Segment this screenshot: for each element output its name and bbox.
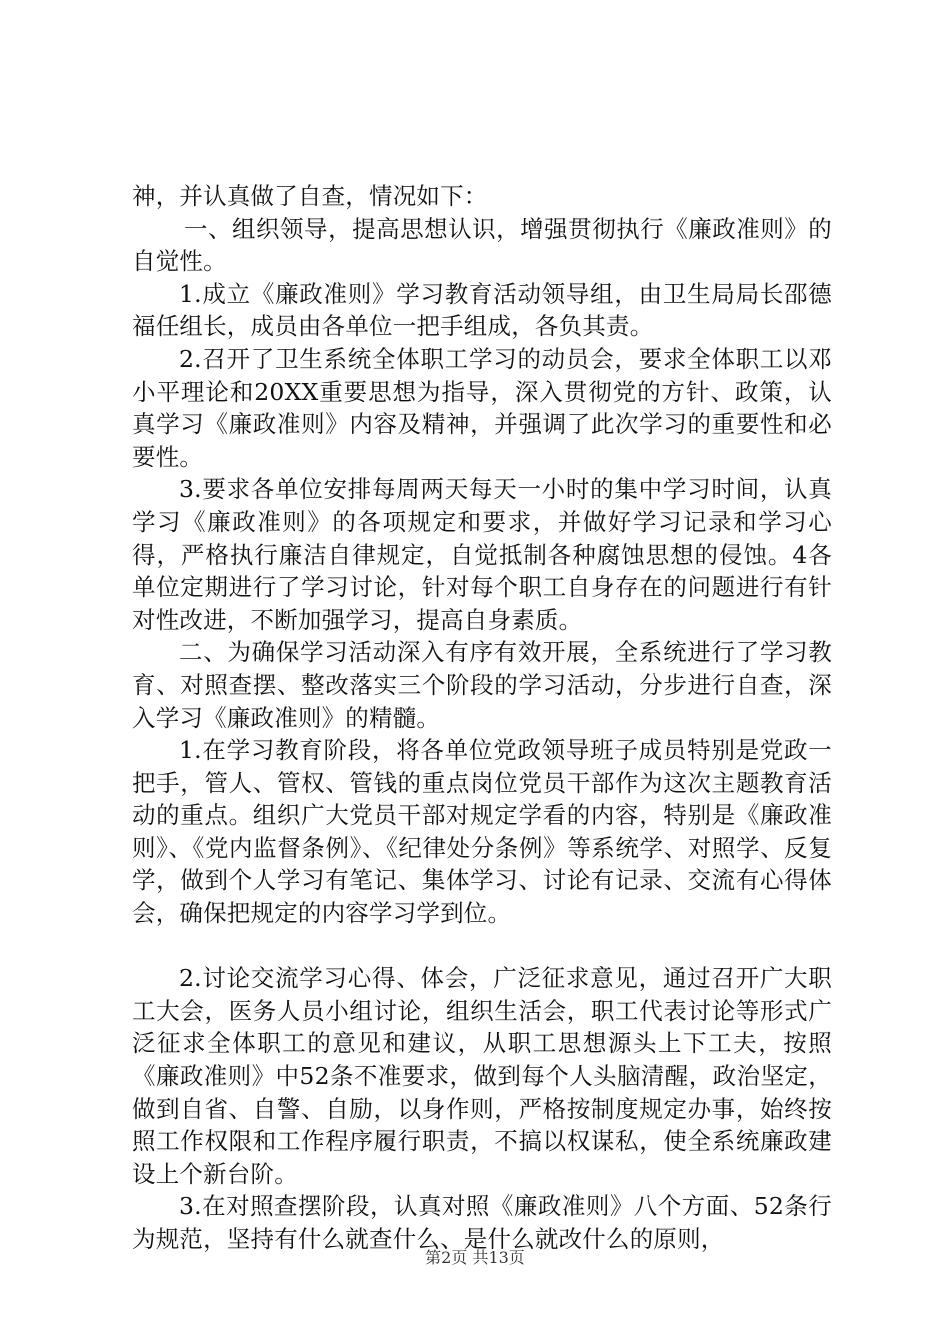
page-number-footer: 第2页 共13页: [425, 1248, 525, 1267]
paragraph-continuation: 神，并认真做了自查，情况如下：: [132, 182, 488, 210]
section-heading-1: 一、组织领导，提高思想认识，增强贯彻执行《廉政准则》的自觉性。: [132, 214, 832, 276]
paragraph-item-2-3: 3.在对照查摆阶段，认真对照《廉政准则》八个方面、52条行为规范，坚持有什么就查什么、是什么就改什么的原则，: [132, 1192, 832, 1253]
paragraph-item-1-1: 1.成立《廉政准则》学习教育活动领导组，由卫生局局长邵德福任组长，成员由各单位一把手组成，各负其责。: [132, 279, 832, 341]
paragraph-spacer: [132, 930, 832, 963]
paragraph-item-1-2: 2.召开了卫生系统全体职工学习的动员会，要求全体职工以邓小平理论和20XX重要思想为指导，深入贯彻党的方针、政策，认真学习《廉政准则》内容及精神，并强调了此次学习的重要性和必要性。: [132, 344, 832, 471]
paragraph-item-2-1: 1.在学习教育阶段，将各单位党政领导班子成员特别是党政一把手，管人、管权、管钱的重点岗位党员干部作为这次主题教育活动的重点。组织广大党员干部对规定学看的内容，特别是《廉政准则》、《党内监督条例》、《纪律处分条例》等系统学、对照学、反复学，做到个人学习有笔记、集体学习、讨论有记录、交流有心得体会，确保把规定的内容学习学到位。: [132, 736, 832, 928]
document-body: [132, 180, 832, 1256]
paragraph-item-1-3: 3.要求各单位安排每周两天每天一小时的集中学习时间，认真学习《廉政准则》的各项规定和要求，并做好学习记录和学习心得，严格执行廉洁自律规定，自觉抵制各种腐蚀思想的侵蚀。4各单位定期进行了学习讨论，针对每个职工自身存在的问题进行有针对性改进，不断加强学习，提高自身素质。: [132, 475, 832, 634]
paragraph-item-2-2: 2.讨论交流学习心得、体会，广泛征求意见，通过召开广大职工大会，医务人员小组讨论，组织生活会，职工代表讨论等形式广泛征求全体职工的意见和建议，从职工思想源头上下工夫，按照《廉政准则》中52条不准要求，做到每个人头脑清醒，政治坚定，做到自省、自警、自励，以身作则，严格按制度规定办事，始终按照工作权限和工作程序履行职责，不搞以权谋私，使全系统廉政建设上个新台阶。: [132, 964, 832, 1188]
section-heading-2: 二、为确保学习活动深入有序有效开展，全系统进行了学习教育、对照查摆、整改落实三个阶段的学习活动，分步进行自查，深入学习《廉政准则》的精髓。: [132, 638, 832, 732]
